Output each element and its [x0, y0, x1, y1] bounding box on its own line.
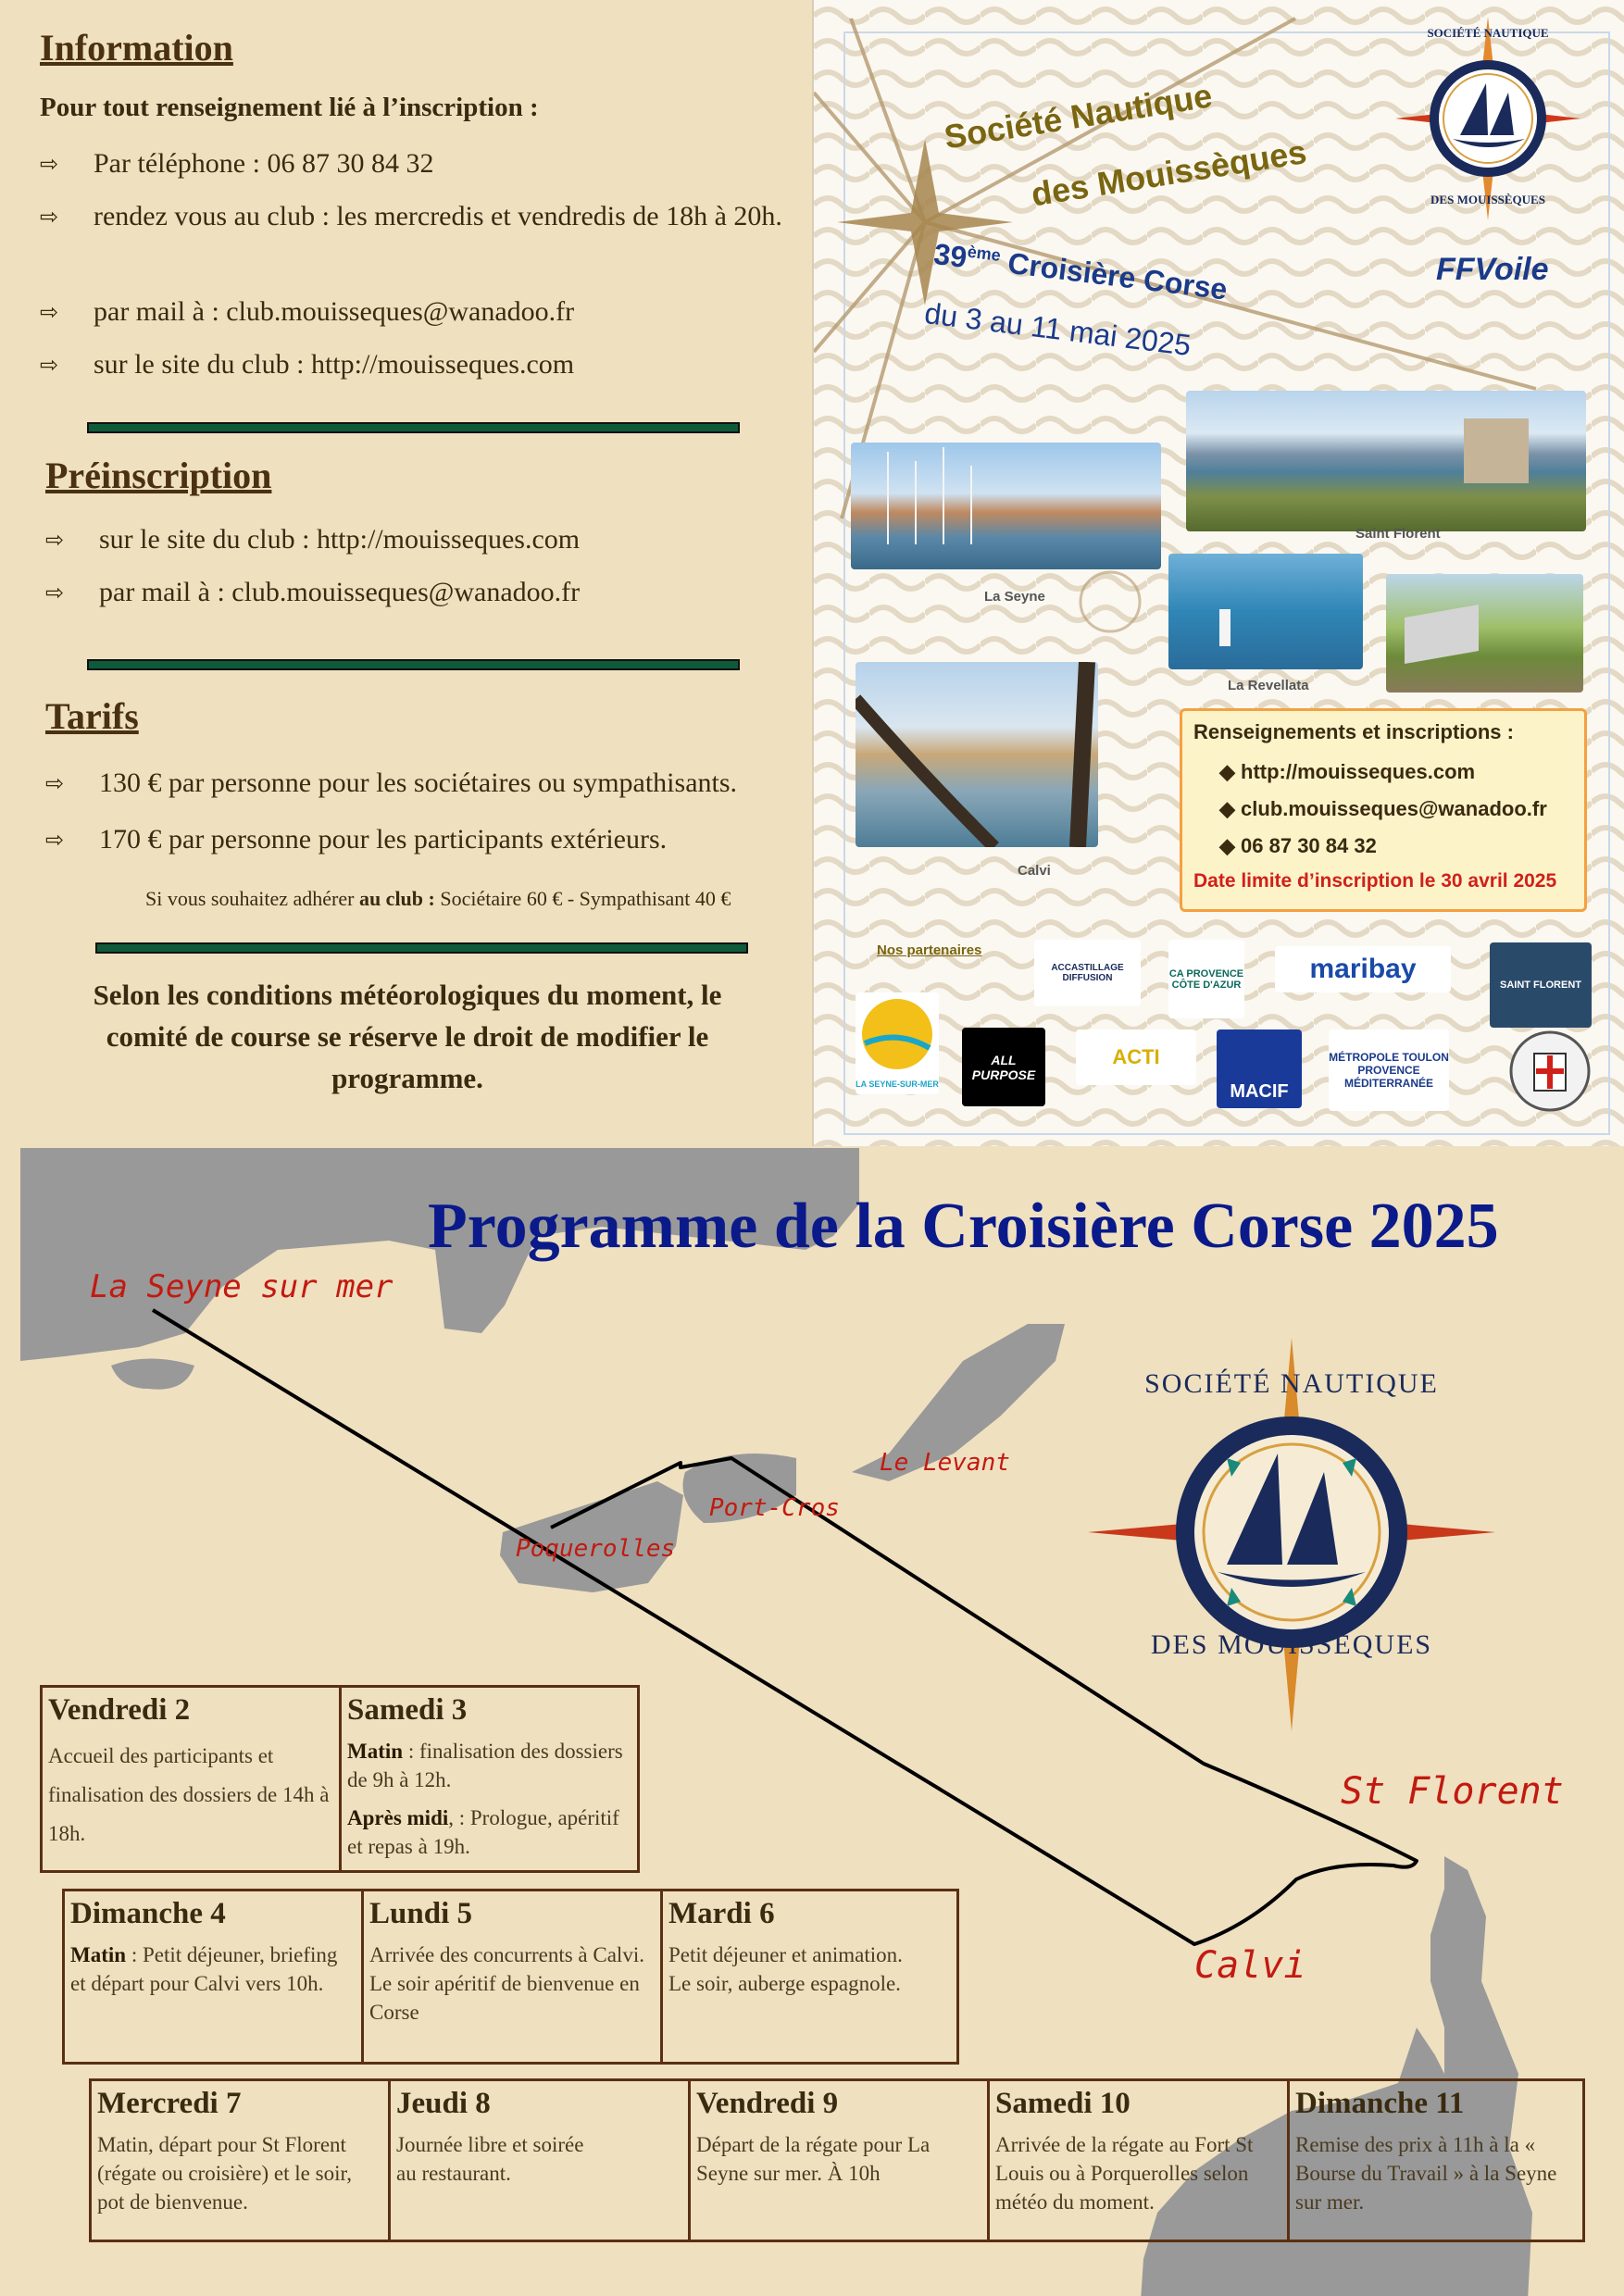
day-dimanche-11: Dimanche 11 Remise des prix à 11h à la « Bourse du Travail » à la Seyne sur mer. [1295, 2087, 1557, 2214]
caption-saint-florent: Saint Florent [1355, 526, 1441, 542]
arrow-icon: ⇨ [40, 299, 59, 325]
info-item-phone: ⇨ Par téléphone : 06 87 30 84 32 [40, 144, 781, 184]
day-vendredi-2: Vendredi 2 Accueil des participants et finalisation des dossiers de 14h à 18h. [43, 1688, 342, 1870]
arrow-icon: ⇨ [40, 151, 59, 177]
programme-title: Programme de la Croisière Corse 2025 [428, 1191, 1499, 1262]
boat-icon: ◆ [1219, 834, 1242, 857]
preinscription-item-mail: ⇨ par mail à : club.mouisseques@wanadoo.fr [45, 572, 786, 613]
info-item-club: ⇨ rendez vous au club : les mercredis et vendredis de 18h à 20h. [40, 196, 790, 237]
partner-logo-la-seyne: LA SEYNE-SUR-MER [856, 992, 939, 1094]
divider [87, 659, 740, 670]
coat-of-arms-icon [1508, 1029, 1592, 1113]
arrow-icon: ⇨ [45, 527, 65, 553]
photo-train [1386, 574, 1583, 693]
info-item-mail: ⇨ par mail à : club.mouisseques@wanadoo.fr [40, 292, 781, 332]
day-samedi-10: Samedi 10 Arrivée de la régate au Fort St Louis ou à Porquerolles selon météo du moment. [990, 2081, 1290, 2240]
ffvoile-logo: FFVoile [1436, 252, 1549, 287]
day-lundi-5: Lundi 5 Arrivée des concurrents à Calvi. Le soir apéritif de bienvenue en Corse [364, 1891, 663, 2062]
info-panel [0, 0, 807, 1146]
arrow-icon: ⇨ [40, 204, 59, 230]
partner-logo-all-purpose: ALL PURPOSE [962, 1028, 1045, 1106]
label-la-seyne: La Seyne sur mer [90, 1268, 394, 1305]
event-poster [812, 0, 1624, 1146]
caption-la-seyne: La Seyne [984, 589, 1045, 605]
preinscription-item-site: ⇨ sur le site du club : http://mouisseques.com [45, 519, 786, 560]
programme-logo-top-text: SOCIÉTÉ NAUTIQUE [1144, 1368, 1439, 1399]
club-logo-icon [1395, 17, 1580, 220]
day-vendredi-9: Vendredi 9 Départ de la régate pour La Seyne sur mer. À 10h [691, 2081, 990, 2240]
partner-logo-metropole: MÉTROPOLE TOULON PROVENCE MÉDITERRANÉE [1329, 1029, 1449, 1111]
arrow-icon: ⇨ [45, 580, 65, 605]
partner-logo-credit-agricole: CA PROVENCE CÔTE D'AZUR [1168, 940, 1244, 1018]
information-title: Information [40, 27, 233, 69]
label-poquerolles: Poquerolles [516, 1535, 676, 1563]
arrow-icon: ⇨ [45, 827, 65, 853]
arrow-icon: ⇨ [40, 352, 59, 378]
partners-title: Nos partenaires [877, 942, 982, 958]
partner-logo-acti: ACTI [1076, 1029, 1196, 1085]
boat-icon: ◆ [1219, 797, 1242, 820]
schedule-row-1 [40, 1685, 640, 1873]
info-box-site[interactable]: ◆ http://mouisseques.com [1219, 760, 1476, 783]
divider [87, 422, 740, 433]
info-box-mail[interactable]: ◆ club.mouisseques@wanadoo.fr [1219, 797, 1547, 820]
partner-logo-accastillage: ACCASTILLAGE DIFFUSION [1034, 940, 1141, 1006]
photo-saint-florent [1186, 391, 1586, 531]
poster-edition: 39ème Croisière Corse [931, 237, 1230, 306]
caption-calvi: Calvi [1018, 863, 1051, 879]
divider [95, 942, 748, 954]
tarif-item-external: ⇨ 170 € par personne pour les participants extérieurs. [45, 819, 800, 860]
tarifs-title: Tarifs [45, 695, 139, 737]
day-samedi-3: Samedi 3 Matin : finalisation des dossiers de 9h à 12h. Après midi, : Prologue, apéritif et repas à 19h. [347, 1693, 623, 1858]
islet [111, 1359, 194, 1390]
label-calvi: Calvi [1194, 1944, 1306, 1987]
poster-club-line1: Société Nautique [942, 76, 1215, 156]
day-mercredi-7: Mercredi 7 Matin, départ pour St Florent (régate ou croisière) et le soir, pot de bienvenue. [92, 2081, 391, 2240]
weather-note: Selon les conditions météorologiques du moment, le comité de course se réserve le droit de modifier le programme. [93, 979, 722, 1094]
information-intro: Pour tout renseignement lié à l’inscription : [40, 93, 539, 122]
partner-logo-saint-florent: SAINT FLORENT [1490, 942, 1592, 1028]
poster-logo-top-text: SOCIÉTÉ NAUTIQUE [1427, 26, 1549, 40]
day-jeudi-8: Jeudi 8 Journée libre et soirée au restaurant. [391, 2081, 691, 2240]
partner-logo-maribay: maribay [1275, 946, 1451, 992]
poster-club-line2: des Mouissèques [1029, 132, 1309, 214]
info-box-deadline: Date limite d’inscription le 30 avril 2025 [1193, 870, 1557, 892]
photo-la-seyne [851, 443, 1161, 569]
caption-la-revellata: La Revellata [1228, 678, 1309, 693]
info-box-title: Renseignements et inscriptions : [1193, 720, 1514, 743]
info-item-site: ⇨ sur le site du club : http://mouisseques.com [40, 344, 781, 385]
info-box-phone[interactable]: ◆ 06 87 30 84 32 [1219, 834, 1377, 857]
poster-dates: du 3 au 11 mai 2025 [922, 296, 1193, 363]
tarif-item-members: ⇨ 130 € par personne pour les sociétaires ou sympathisants. [45, 763, 800, 804]
photo-la-revellata [1168, 554, 1363, 669]
boat-icon: ◆ [1219, 760, 1242, 783]
photo-calvi [856, 662, 1098, 847]
registration-info-box [1180, 708, 1587, 912]
label-le-levant: Le Levant [880, 1449, 1010, 1477]
partner-logo-macif: MACIF [1217, 1029, 1302, 1108]
label-port-cros: Port-Cros [709, 1494, 840, 1522]
schedule-row-2 [62, 1889, 959, 2065]
label-st-florent: St Florent [1341, 1770, 1564, 1813]
arrow-icon: ⇨ [45, 770, 65, 796]
day-dimanche-4: Dimanche 4 Matin : Petit déjeuner, briefing et départ pour Calvi vers 10h. [65, 1891, 364, 2062]
poster-logo-bottom-text: DES MOUISSÈQUES [1430, 193, 1545, 206]
adhesion-note: Si vous souhaitez adhérer au club : Sociétaire 60 € - Sympathisant 40 € [145, 887, 731, 910]
schedule-row-3 [89, 2078, 1585, 2242]
day-mardi-6: Mardi 6 Petit déjeuner et animation. Le soir, auberge espagnole. [668, 1897, 903, 1995]
programme-logo-bottom-text: DES MOUISSÈQUES [1150, 1629, 1433, 1660]
preinscription-title: Préinscription [45, 455, 272, 496]
